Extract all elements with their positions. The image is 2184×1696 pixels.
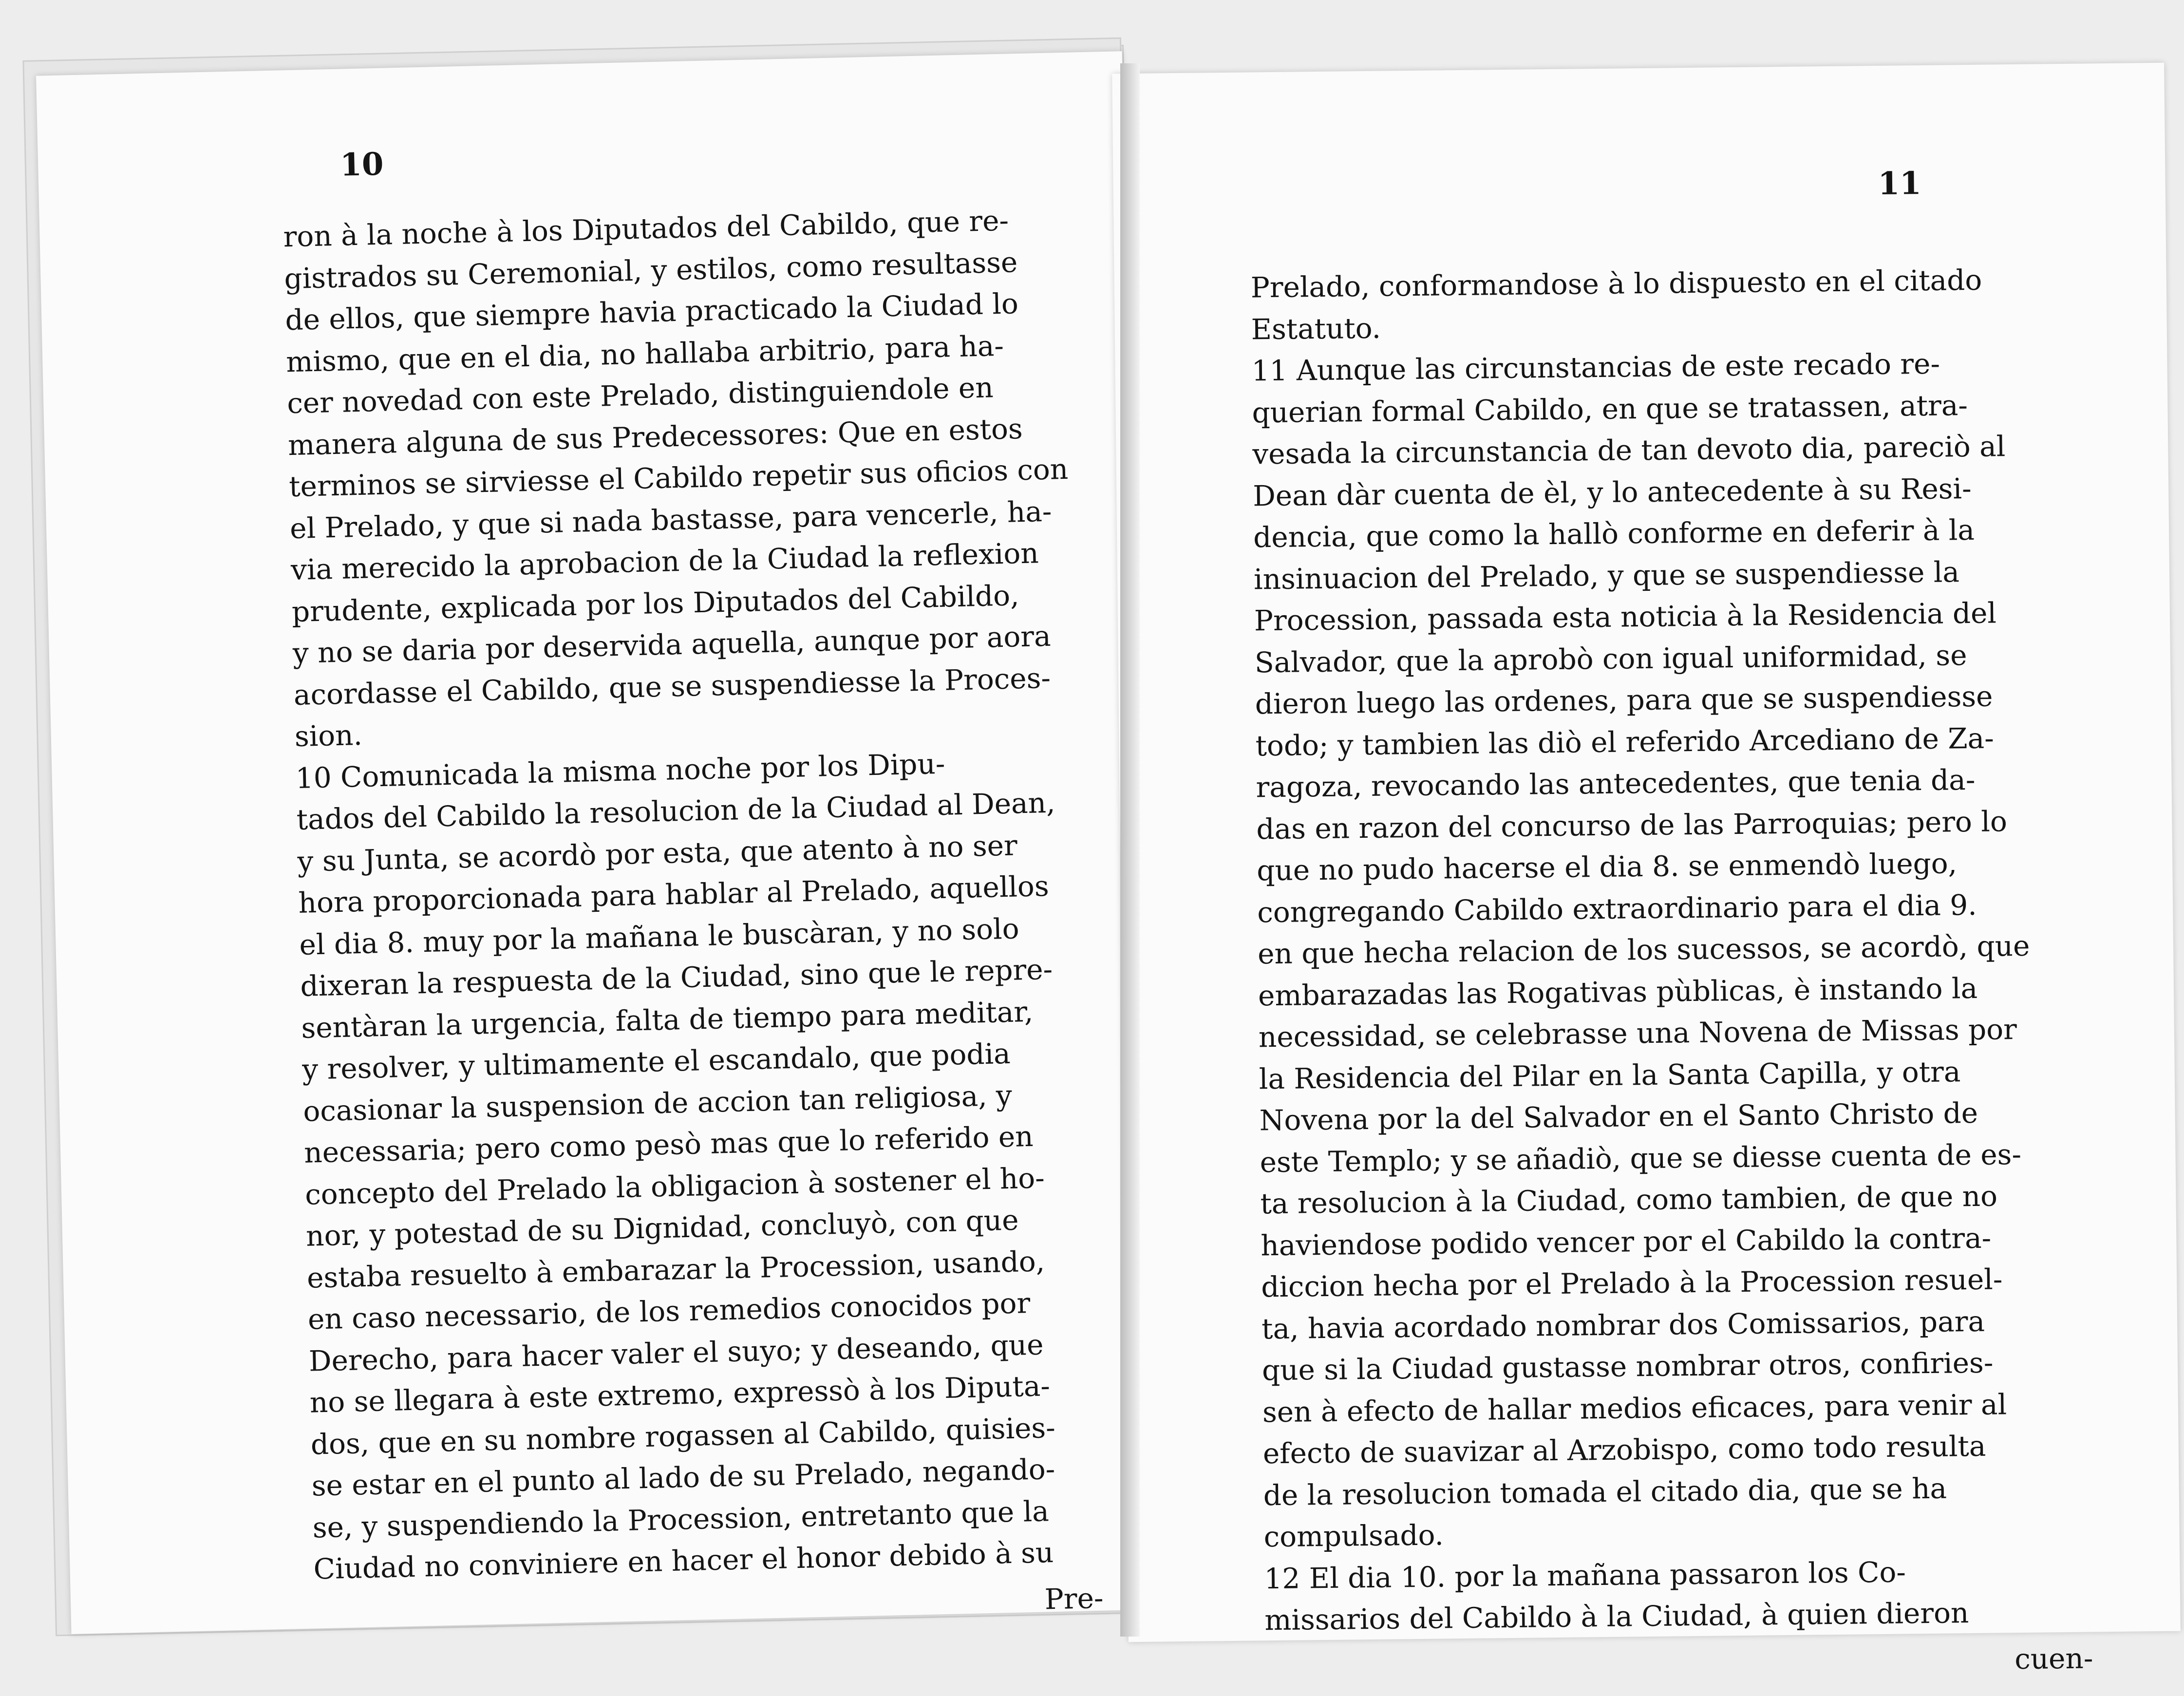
text-line: 10 Comunicada la misma noche por los Dipu- <box>295 747 946 795</box>
text-line: ta resolucion à la Ciudad, como tambien, de que no <box>1260 1179 1998 1221</box>
left-page <box>36 51 1157 1634</box>
right-page <box>1112 63 2181 1676</box>
text-line: y no se daria por deservida aquella, aunque por aora <box>292 619 1052 670</box>
text-line: el Prelado, y que si nada bastasse, para vencerle, ha- <box>289 494 1053 545</box>
text-line: missarios del Cabildo à la Ciudad, à quien dieron <box>1264 1596 1969 1637</box>
text-line: congregando Cabildo extraordinario para el dia 9. <box>1257 888 1977 929</box>
text-line: terminos se sirviesse el Cabildo repetir sus oficios con <box>288 452 1069 504</box>
text-line: Derecho, para hacer valer el suyo; y deseando, que <box>308 1327 1044 1378</box>
text-line: querian formal Cabildo, en que se tratassen, atra- <box>1252 388 1968 429</box>
text-line: Prelado, conformandose à lo dispuesto en el citado <box>1250 263 1982 304</box>
text-line: estaba resuelto à embarazar la Procession, usando, <box>306 1244 1045 1295</box>
text-line: hora proporcionada para hablar al Prelado, aquellos <box>298 869 1050 920</box>
text-line: ron à la noche à los Diputados del Cabildo, que re- <box>282 204 1009 254</box>
catchword: cuen- <box>2014 1641 2093 1676</box>
text-line: nor, y potestad de su Dignidad, concluyò, con que <box>305 1203 1019 1253</box>
page-number: 10 <box>339 146 384 184</box>
text-line: sion. <box>294 718 363 754</box>
book-gutter <box>1120 63 1140 1637</box>
text-line: sen à efecto de hallar medios eficaces, para venir al <box>1262 1387 2007 1429</box>
text-line: en caso necessario, de los remedios conocidos por <box>307 1286 1031 1336</box>
text-line: insinuacion del Prelado, y que se suspendiesse la <box>1253 555 1960 596</box>
text-line: y su Junta, se acordò por esta, que atento à no ser <box>297 828 1018 878</box>
text-line: necessidad, se celebrasse una Novena de Missas por <box>1258 1013 2017 1054</box>
text-line: se, y suspendiendo la Procession, entretanto que la <box>312 1494 1050 1545</box>
text-line: Procession, passada esta noticia à la Residencia del <box>1254 596 1997 638</box>
text-line: prudente, explicada por los Diputados del Cabildo, <box>291 578 1020 628</box>
text-line: de la resolucion tomada el citado dia, que se ha <box>1263 1471 1947 1512</box>
text-line: dieron luego las ordenes, para que se suspendiesse <box>1255 679 1993 721</box>
text-line: de ellos, que siempre havia practicado la Ciudad lo <box>284 287 1019 337</box>
text-line: Dean dàr cuenta de èl, y lo antecedente à su Resi- <box>1252 471 1972 512</box>
text-line: todo; y tambien las diò el referido Arcediano de Za- <box>1255 721 1995 762</box>
text-line: gistrados su Ceremonial, y estilos, como resultasse <box>283 245 1018 295</box>
catchword: Pre- <box>1044 1581 1104 1616</box>
text-line: Ciudad no conviniere en hacer el honor debido à su <box>313 1536 1054 1586</box>
text-line: ocasionar la suspension de accion tan religiosa, y <box>302 1078 1013 1128</box>
text-line: das en razon del concurso de las Parroquias; pero lo <box>1256 804 2008 846</box>
text-line: 11 Aunque las circunstancias de este recado re- <box>1251 347 1940 388</box>
text-line: diccion hecha por el Prelado à la Procession resuel- <box>1261 1263 2003 1304</box>
text-line: Novena por la del Salvador en el Santo Christo de <box>1259 1096 1978 1137</box>
text-line: no se llegara à este extremo, expressò à los Diputa- <box>309 1369 1051 1419</box>
text-line: el dia 8. muy por la mañana le buscàran, y no solo <box>299 911 1020 961</box>
text-line: efecto de suavizar al Arzobispo, como todo resulta <box>1262 1429 1986 1470</box>
text-line: en que hecha relacion de los sucessos, se acordò, que <box>1257 929 2030 971</box>
text-line: ta, havia acordado nombrar dos Comissarios, para <box>1261 1304 1985 1345</box>
text-line: mismo, que en el dia, no hallaba arbitrio, para ha- <box>285 329 1004 378</box>
text-line: vesada la circunstancia de tan devoto dia, pareciò al <box>1252 430 2006 471</box>
text-line: via merecido la aprobacion de la Ciudad la reflexion <box>290 536 1039 587</box>
text-line: necessaria; pero como pesò mas que lo referido en <box>303 1119 1034 1169</box>
text-line: tados del Cabildo la resolucion de la Ciudad al Dean, <box>296 786 1056 836</box>
text-line: sentàran la urgencia, falta de tiempo para meditar, <box>301 995 1034 1045</box>
text-line: dencia, que como la hallò conforme en deferir à la <box>1253 513 1975 554</box>
left-text-block <box>283 199 1104 1637</box>
text-line: haviendose podido vencer por el Cabildo la contra- <box>1261 1221 1992 1262</box>
text-line: ragoza, revocando las antecedentes, que tenia da- <box>1256 763 1976 804</box>
right-text-block <box>1250 259 2093 1688</box>
text-line: Estatuto. <box>1251 311 1381 346</box>
text-line: se estar en el punto al lado de su Prelado, negando- <box>311 1452 1055 1503</box>
text-line: manera alguna de sus Predecessores: Que en estos <box>287 412 1023 462</box>
text-line: dixeran la respuesta de la Ciudad, sino que le repre- <box>300 952 1053 1003</box>
text-line: y resolver, y ultimamente el escandalo, que podia <box>301 1036 1011 1086</box>
text-line: este Templo; y se añadiò, que se diesse cuenta de es- <box>1260 1137 2022 1179</box>
text-line: embarazadas las Rogativas pùblicas, è instando la <box>1258 971 1978 1012</box>
text-line: Salvador, que la aprobò con igual uniformidad, se <box>1254 638 1967 679</box>
text-line: dos, que en su nombre rogassen al Cabildo, quisies- <box>310 1411 1056 1461</box>
text-line: que no pudo hacerse el dia 8. se enmendò luego, <box>1256 847 1958 887</box>
text-line: concepto del Prelado la obligacion à sostener el ho- <box>304 1161 1045 1211</box>
text-line: que si la Ciudad gustasse nombrar otros, confiries- <box>1261 1346 1994 1387</box>
text-line: cer novedad con este Prelado, distinguiendole en <box>286 371 994 420</box>
page-number: 11 <box>1878 165 1922 202</box>
text-line: la Residencia del Pilar en la Santa Capilla, y otra <box>1259 1055 1961 1095</box>
text-line: acordasse el Cabildo, que se suspendiesse la Proces- <box>293 661 1051 712</box>
text-line: 12 El dia 10. por la mañana passaron los Co- <box>1264 1555 1906 1595</box>
text-line: compulsado. <box>1263 1518 1444 1554</box>
